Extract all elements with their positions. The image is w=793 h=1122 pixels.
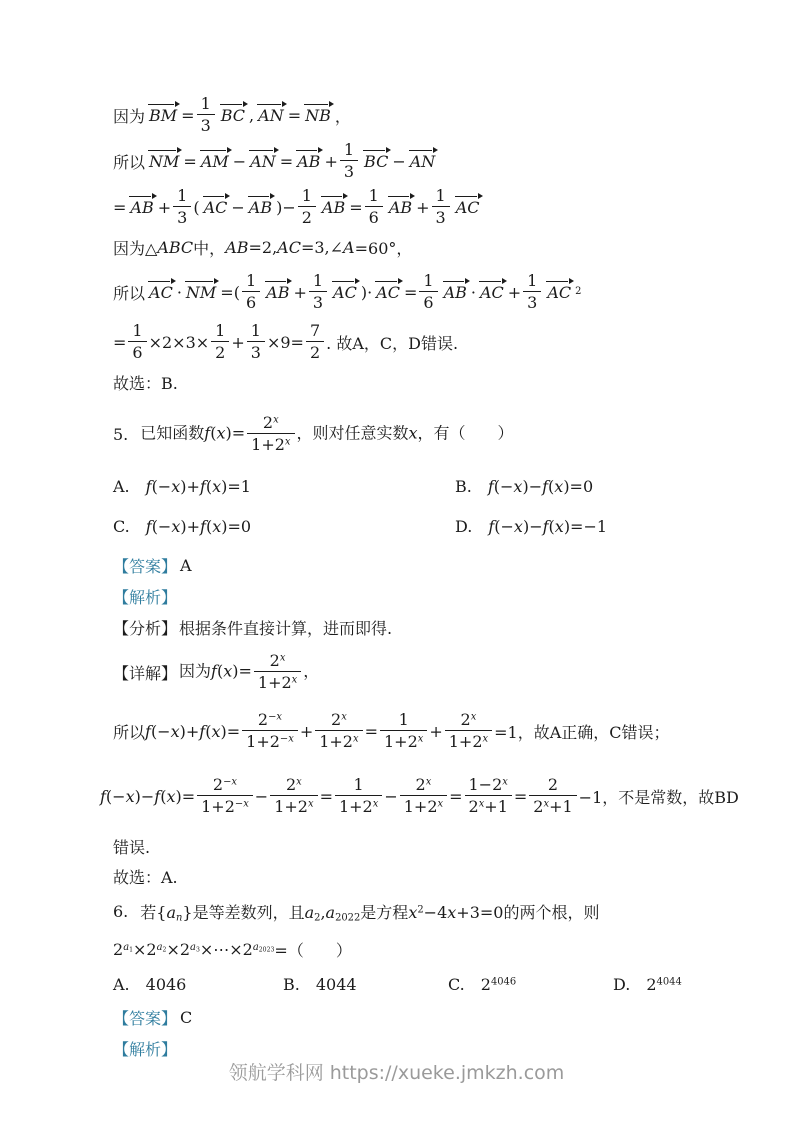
brief-analysis-q5 — [113, 616, 753, 639]
brief-label: 【分析】 — [113, 619, 178, 638]
option-c — [448, 975, 613, 994]
answer-label: 【答案】 — [113, 1009, 178, 1028]
detail-intro-q5 — [113, 647, 753, 697]
option-c-formula: f(−x)+f(x)=0 — [145, 516, 252, 536]
option-a-label: A. — [113, 476, 130, 496]
option-d-value: $2^{4044}$ — [646, 974, 682, 994]
option-c-label: C. — [448, 974, 465, 994]
analysis-label: 【解析】 — [113, 1040, 178, 1059]
detail-label: 【详解】 — [113, 663, 178, 683]
option-d-label: D. — [613, 974, 631, 994]
answer-value: C — [180, 1008, 193, 1027]
question-5-stem — [113, 410, 753, 458]
option-d — [613, 975, 682, 994]
answer-value: A — [180, 556, 192, 575]
solution-line: 所以 NM = AM − AN = AB + $\frac{1}{3}$ BC − AN — [113, 140, 436, 181]
solution-conclusion: 故选：A. — [113, 868, 178, 887]
question-5-options-row-1 — [113, 472, 753, 500]
option-b — [283, 975, 448, 994]
option-b-formula: f(−x)−f(x)=0 — [487, 476, 594, 496]
detail-formula: 因为f(x)= $\frac{2^x}{1+2^x}$ ， — [179, 651, 320, 692]
option-d-formula: f(−x)−f(x)=−1 — [488, 516, 608, 536]
option-b-label: B. — [283, 974, 300, 994]
solution-line: 所以 AC · NM =( $\frac{1}{6}$ AB + $\frac{1}{3}$ AC )· AC = $\frac{1}{6}$ AB · AC + $\frac{1}{3}$ AC 2 — [113, 271, 582, 312]
solution-line: = $\frac{1}{6}$ ×2×3× $\frac{1}{2}$ + $\frac{1}{3}$ ×9= $\frac{7}{2}$ . 故A，C，D错误. — [113, 321, 459, 362]
solution-conclusion: 故选：B. — [113, 373, 178, 393]
question-6-stem — [113, 896, 753, 926]
analysis-header-q5 — [113, 585, 753, 608]
solution-line: 所以 f (− x )+ f ( x )= $\frac{2^{-x}}{1+2^{-x}}$ + $\frac{2^x}{1+2^x}$ = $\frac{1}{1+2^x}$ + $\frac{2^x}{1+2^x}$ =1，故A正确，C错误； — [113, 710, 670, 751]
option-b-value: 4044 — [315, 974, 357, 994]
option-b — [455, 477, 593, 496]
brief-text: 根据条件直接计算，进而即得. — [179, 619, 393, 638]
question-5-options-row-2 — [113, 512, 753, 540]
question-5-text: 已知函数f(x)= $\frac{2^x}{1+2^x}$ ，则对任意实数x，有（ ） — [140, 413, 514, 454]
option-a — [113, 477, 455, 496]
option-c-value: $2^{4046}$ — [480, 974, 517, 994]
solution-line: f (− x )− f ( x )= $\frac{2^{-x}}{1+2^{-x}}$ − $\frac{2^x}{1+2^x}$ = $\frac{1}{1+2^x}$ − $\frac{2^x}{1+2^x}$ = $\frac{1-2^x}{2^x+1}$ = $\frac{2}{2^x+1}$ −1，不是常数，故BD — [100, 775, 739, 816]
analysis-label: 【解析】 — [113, 588, 178, 607]
option-a-formula: f(−x)+f(x)=1 — [145, 476, 251, 496]
answer-row-q6 — [113, 1006, 753, 1029]
question-5-number: 5. — [113, 424, 129, 444]
document-content — [100, 92, 753, 1060]
option-d-label: D. — [455, 516, 473, 536]
option-a-value: 4046 — [145, 974, 187, 994]
option-a — [113, 975, 283, 994]
footer-watermark: 领航学科网 https://xueke.jmkzh.com — [228, 1062, 565, 1084]
solution-line: 因为△ ABC 中， AB =2, AC =3,∠ A =60°， — [113, 237, 413, 258]
option-c — [113, 517, 455, 536]
option-b-label: B. — [455, 476, 472, 496]
question-6-number: 6. — [113, 901, 129, 921]
answer-row-q5 — [113, 554, 753, 577]
question-6-text: 若$\{a_n\}$是等差数列，且$a_2,a_{2022}$是方程$x^2-4x+3=0$的两个根，则 — [140, 902, 600, 923]
solution-line: = AB + $\frac{1}{3}$ ( AC − AB )− $\frac{1}{2}$ AB = $\frac{1}{6}$ AB + $\frac{1}{3}$ AC — [113, 186, 480, 227]
option-d — [455, 517, 607, 536]
option-c-label: C. — [113, 516, 130, 536]
option-a-label: A. — [113, 974, 130, 994]
question-6-options-row — [113, 972, 753, 996]
answer-label: 【答案】 — [113, 557, 178, 576]
solution-continuation: 错误. — [113, 838, 151, 857]
solution-line: 因为 BM = $\frac{1}{3}$ BC , AN = NB ， — [113, 94, 351, 135]
analysis-header-q6 — [113, 1037, 753, 1060]
question-6-formula: 2 $a_1$ ×2 $a_2$ ×2 $a_3$ ×⋯×2 $a_{2023}$ =（ ） — [113, 939, 352, 960]
